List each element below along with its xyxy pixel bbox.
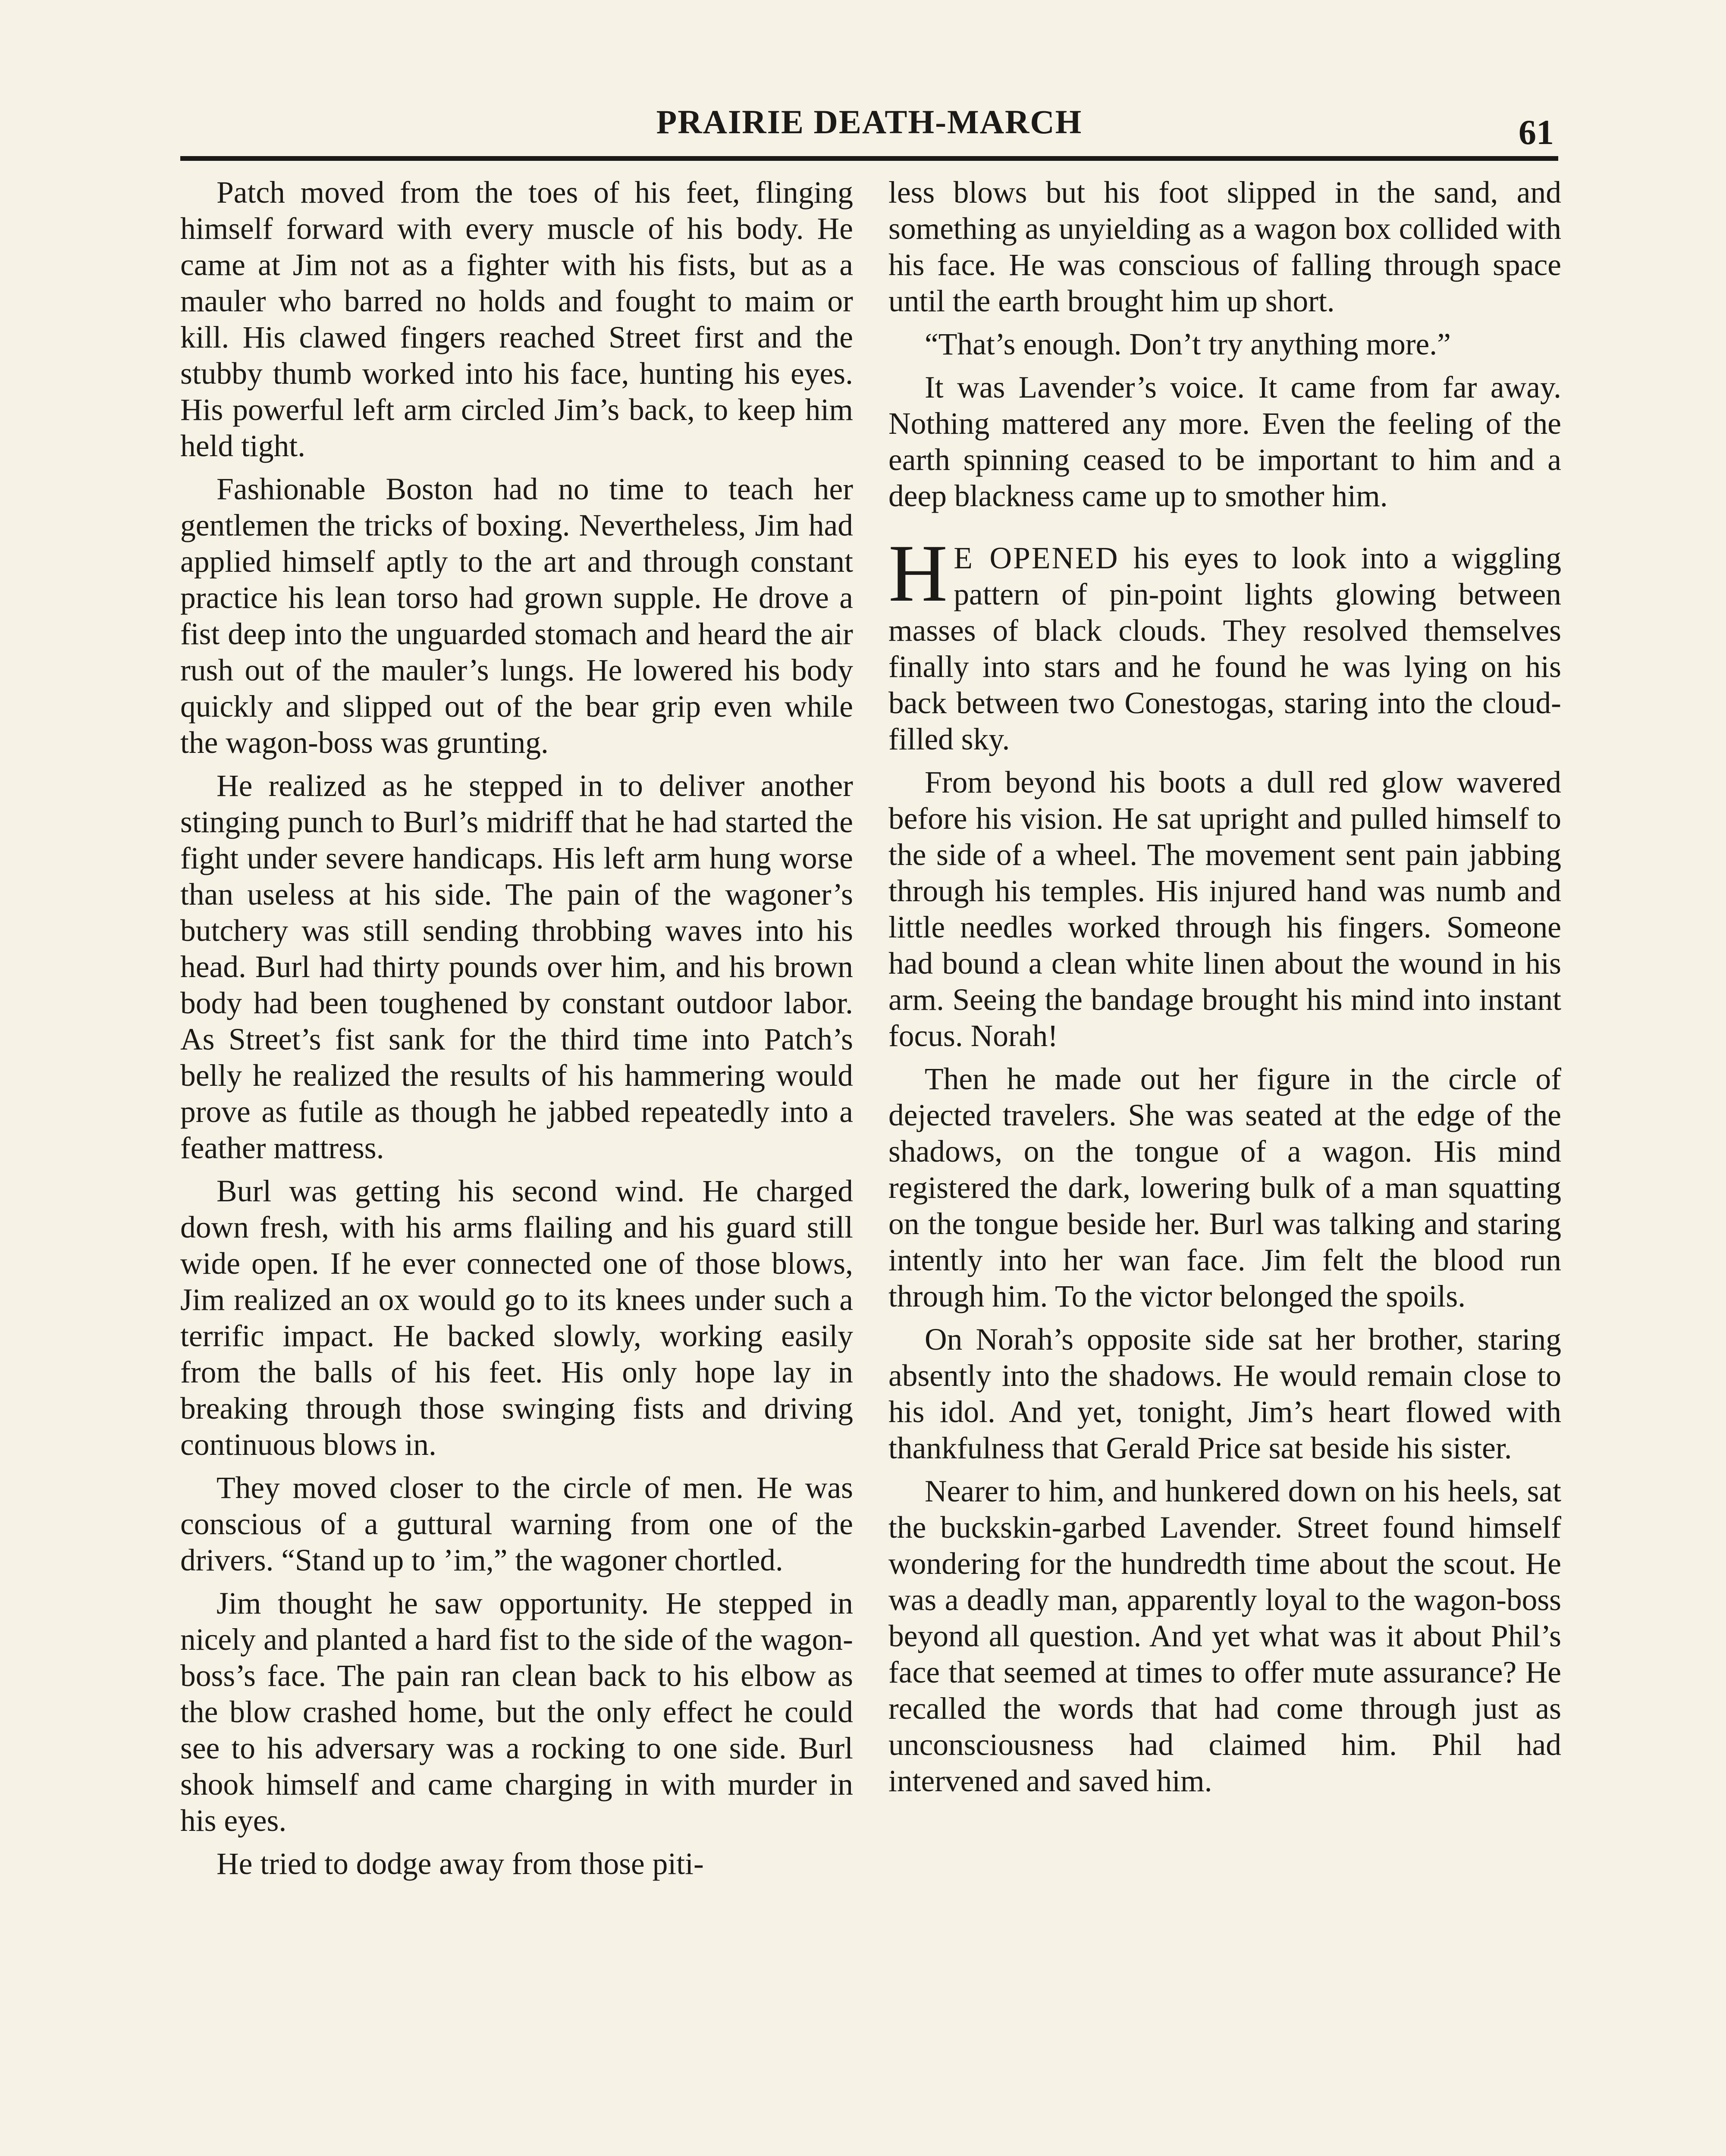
page-number: 61 — [1519, 113, 1554, 152]
paragraph: Burl was getting his second wind. He charged down fresh, with his arms flailing and his guard still wide open. If he ever connected one of those blows, Jim realized an ox would go to its knees under such a terrific impact. He backed slowly, working easily from the balls of his feet. His only hope lay in breaking through those swinging fists and driving continuous blows in. — [180, 1174, 853, 1462]
paragraph: Nearer to him, and hunkered down on his heels, sat the buckskin-garbed Lavender. Street found himself wondering for the hundredth time about the scout. He was a deadly man, apparently loyal to the wagon-boss beyond all question. And yet what was it about Phil’s face that seemed at times to offer mute assurance? He recalled the words that had come through just as unconsciousness had claimed him. Phil had intervened and saved him. — [888, 1474, 1561, 1798]
page-title: PRAIRIE DEATH-MARCH — [656, 103, 1083, 141]
paragraph: From beyond his boots a dull red glow wavered before his vision. He sat upright and pulled himself to the side of a wheel. The movement sent pain jabbing through his temples. His injured hand was numb and little needles worked through his fingers. Someone had bound a clean white linen about the wound in his arm. Seeing the bandage brought his mind into instant focus. Norah! — [888, 765, 1561, 1053]
left-column — [180, 175, 853, 1889]
paragraph: Fashionable Boston had no time to teach her gentlemen the tricks of boxing. Nevertheless, Jim had applied himself aptly to the art and through constant practice his lean torso had grown supple. He drove a fist deep into the unguarded stomach and heard the air rush out of the mauler’s lungs. He lowered his body quickly and slipped out of the bear grip even while the wagon-boss was grunting. — [180, 472, 853, 760]
paragraph-continued: less blows but his foot slipped in the sand, and something as unyielding as a wagon box collided with his face. He was conscious of falling through space until the earth brought him up short. — [888, 175, 1561, 318]
opening-text: his eyes to look into a wiggling pattern of pin-point lights glowing between masses of black clouds. They resolved themselves finally into stars and he found he was lying on his back between two Conestogas, staring into the cloud-filled sky. — [888, 541, 1561, 756]
paragraph: They moved closer to the circle of men. He was conscious of a guttural warning from one of the drivers. “Stand up to ’im,” the wagoner chortled. — [180, 1471, 853, 1577]
paragraph: He tried to dodge away from those piti- — [217, 1847, 704, 1881]
drop-cap: H — [888, 528, 948, 619]
paragraph: On Norah’s opposite side sat her brother, staring absently into the shadows. He would remain close to his idol. And yet, tonight, Jim’s heart flowed with thankfulness that Gerald Price sat beside his sister. — [888, 1322, 1561, 1465]
right-column — [888, 175, 1561, 1806]
paragraph: Jim thought he saw opportunity. He stepped in nicely and planted a hard fist to the side of the wagon-boss’s face. The pain ran clean back to his elbow as the blow crashed home, but the only effect he could see to his adversary was a rocking to one side. Burl shook himself and came charging in with murder in his eyes. — [180, 1586, 853, 1838]
paragraph: Patch moved from the toes of his feet, flinging himself forward with every muscle of his body. He came at Jim not as a fighter with his fists, but as a mauler who barred no holds and fought to maim or kill. His clawed fingers reached Street first and the stubby thumb worked into his face, hunting his eyes. His powerful left arm circled Jim’s back, to keep him held tight. — [180, 175, 853, 463]
opening-caps: E OPENED — [954, 541, 1119, 575]
section-opening-paragraph — [888, 528, 1561, 758]
paragraph: It was Lavender’s voice. It came from far away. Nothing mattered any more. Even the feeling of the earth spinning ceased to be important to him and a deep blackness came up to smother him. — [888, 370, 1561, 513]
header-rule — [180, 156, 1558, 161]
running-header — [180, 103, 1558, 154]
paragraph: He realized as he stepped in to deliver another stinging punch to Burl’s midriff that he had started the fight under severe handicaps. His left arm hung worse than useless at his side. The pain of the wagoner’s butchery was still sending throbbing waves into his head. Burl had thirty pounds over him, and his brown body had been toughened by constant outdoor labor. As Street’s fist sank for the third time into Patch’s belly he realized the results of his hammering would prove as futile as though he jabbed repeatedly into a feather mattress. — [180, 769, 853, 1165]
paragraph: Then he made out her figure in the circle of dejected travelers. She was seated at the edge of the shadows, on the tongue of a wagon. His mind registered the dark, lowering bulk of a man squatting on the tongue beside her. Burl was talking and staring intently into her wan face. Jim felt the blood run through him. To the victor belonged the spoils. — [888, 1062, 1561, 1313]
paragraph: “That’s enough. Don’t try anything more.” — [925, 327, 1451, 361]
